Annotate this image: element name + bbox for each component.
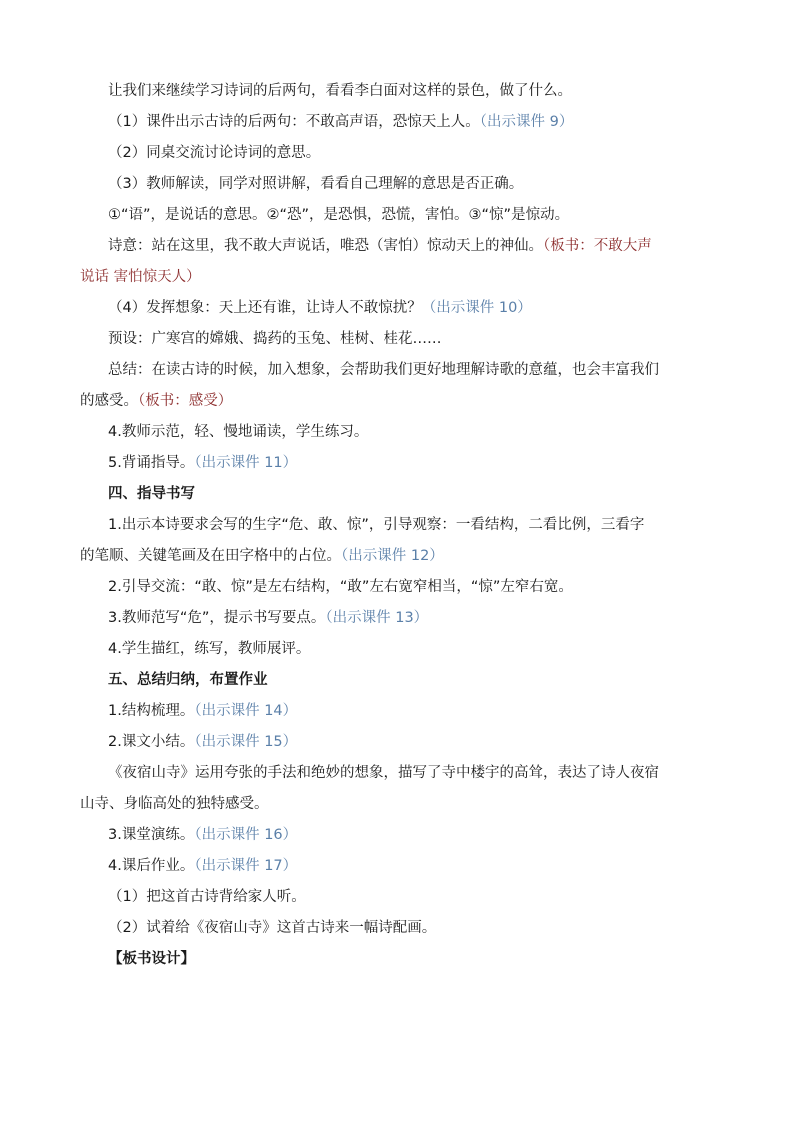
blackboard-note-cont: 说话 害怕惊天人）	[80, 269, 201, 285]
paragraph-preset: 预设：广寒宫的嫦娥、捣药的玉兔、桂树、桂花……	[108, 331, 442, 347]
paragraph-homework-1: （1）把这首古诗背给家人听。	[108, 889, 306, 905]
paragraph-summary-cont: 的感受。（板书：感受）	[80, 393, 233, 409]
paragraph-item-5: 5.背诵指导。（出示课件 11）	[108, 455, 298, 471]
paragraph-item-4: 4.教师示范，轻、慢地诵读，学生练习。	[108, 424, 369, 440]
courseware-note: （出示课件 16）	[194, 827, 298, 843]
paragraph-summary-3: 3.课堂演练。（出示课件 16）	[108, 827, 298, 843]
paragraph-writing-2: 2.引导交流：“敢、惊”是左右结构，“敢”左右宽窄相当，“惊”左窄右宽。	[108, 579, 573, 595]
paragraph-summary-2: 2.课文小结。（出示课件 15）	[108, 734, 298, 750]
paragraph-lesson-summary-cont: 山寺、身临高处的独特感受。	[80, 796, 269, 812]
blackboard-note: （板书：感受）	[138, 393, 233, 409]
paragraph-writing-3: 3.教师范写“危”，提示书写要点。（出示课件 13）	[108, 610, 429, 626]
paragraph-step-4: （4）发挥想象：天上还有谁，让诗人不敢惊扰？（出示课件 10）	[108, 300, 532, 316]
document-body	[80, 76, 688, 975]
courseware-note: （出示课件 9）	[479, 114, 574, 130]
paragraph-intro: 让我们来继续学习诗词的后两句，看看李白面对这样的景色，做了什么。	[108, 83, 572, 99]
paragraph-lesson-summary: 《夜宿山寺》运用夸张的手法和绝妙的想象，描写了寺中楼宇的高耸，表达了诗人夜宿	[108, 765, 659, 781]
paragraph-summary: 总结：在读古诗的时候，加入想象，会帮助我们更好地理解诗歌的意蕴，也会丰富我们	[108, 362, 659, 378]
paragraph-step-2: （2）同桌交流讨论诗词的意思。	[108, 145, 321, 161]
courseware-note: （出示课件 15）	[194, 734, 298, 750]
paragraph-step-3: （3）教师解读，同学对照讲解，看看自己理解的意思是否正确。	[108, 176, 524, 192]
blackboard-note: （板书：不敢大声	[543, 238, 652, 254]
paragraph-writing-4: 4.学生描红，练写，教师展评。	[108, 641, 311, 657]
courseware-note: （出示课件 17）	[194, 858, 298, 874]
section-heading-summary: 五、总结归纳，布置作业	[108, 672, 268, 688]
section-heading-blackboard: 【板书设计】	[108, 951, 195, 967]
courseware-note: （出示课件 13）	[325, 610, 429, 626]
section-heading-writing: 四、指导书写	[108, 486, 195, 502]
paragraph-step-1: （1）课件出示古诗的后两句：不敢高声语，恐惊天上人。（出示课件 9）	[108, 114, 574, 130]
paragraph-homework-2: （2）试着给《夜宿山寺》这首古诗来一幅诗配画。	[108, 920, 437, 936]
courseware-note: （出示课件 10）	[421, 300, 532, 316]
paragraph-poem-meaning: 诗意：站在这里，我不敢大声说话，唯恐（害怕）惊动天上的神仙。（板书：不敢大声	[108, 238, 652, 254]
courseware-note: （出示课件 11）	[194, 455, 298, 471]
courseware-note: （出示课件 14）	[194, 703, 298, 719]
paragraph-summary-4: 4.课后作业。（出示课件 17）	[108, 858, 298, 874]
courseware-note: （出示课件 12）	[341, 548, 444, 564]
paragraph-poem-meaning-cont	[80, 262, 688, 293]
paragraph-word-meanings: ①“语”，是说话的意思。②“恐”，是恐惧，恐慌，害怕。③“惊”是惊动。	[108, 207, 570, 223]
paragraph-writing-1: 1.出示本诗要求会写的生字“危、敢、惊”，引导观察：一看结构，二看比例，三看字	[108, 517, 645, 533]
paragraph-summary-1: 1.结构梳理。（出示课件 14）	[108, 703, 298, 719]
paragraph-writing-1-cont: 的笔顺、关键笔画及在田字格中的占位。（出示课件 12）	[80, 548, 444, 564]
